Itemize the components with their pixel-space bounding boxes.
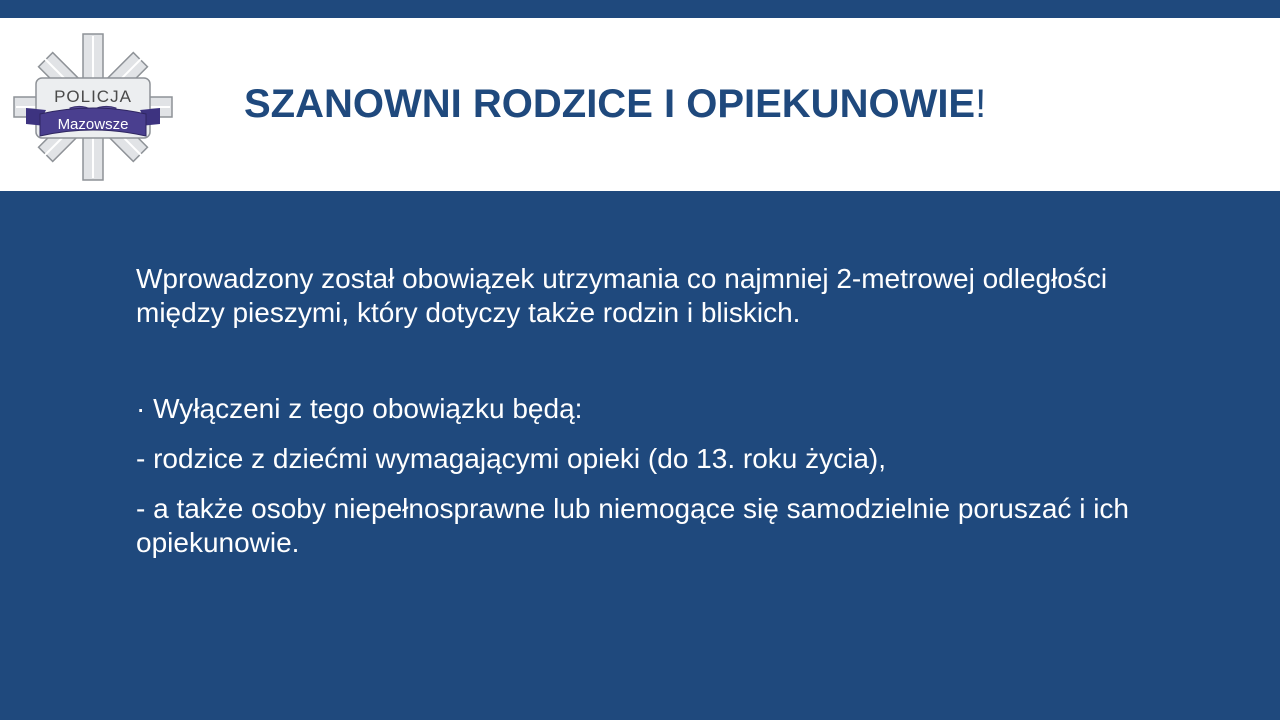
logo-text-bottom: Mazowsze bbox=[57, 116, 129, 133]
list-item: - rodzice z dziećmi wymagającymi opieki (do 13. roku życia), bbox=[136, 443, 887, 474]
police-star-badge-icon bbox=[12, 32, 174, 182]
page-title bbox=[244, 82, 986, 127]
list-item: · Wyłączeni z tego obowiązku będą: bbox=[136, 393, 583, 424]
page-title-text: SZANOWNI RODZICE I OPIEKUNOWIE bbox=[244, 82, 976, 126]
list-item: - a także osoby niepełnosprawne lub niemogące się samodzielnie poruszać i ich opiekunowie. bbox=[136, 493, 1130, 558]
main-content bbox=[136, 262, 1146, 576]
logo-text-top: POLICJA bbox=[54, 87, 132, 106]
top-strip bbox=[0, 0, 1280, 18]
intro-paragraph: Wprowadzony został obowiązek utrzymania co najmniej 2-metrowej odległości między pieszymi, który dotyczy także rodzin i bliskich. bbox=[136, 263, 1108, 328]
page-title-suffix: ! bbox=[975, 82, 987, 126]
header bbox=[0, 18, 1280, 191]
